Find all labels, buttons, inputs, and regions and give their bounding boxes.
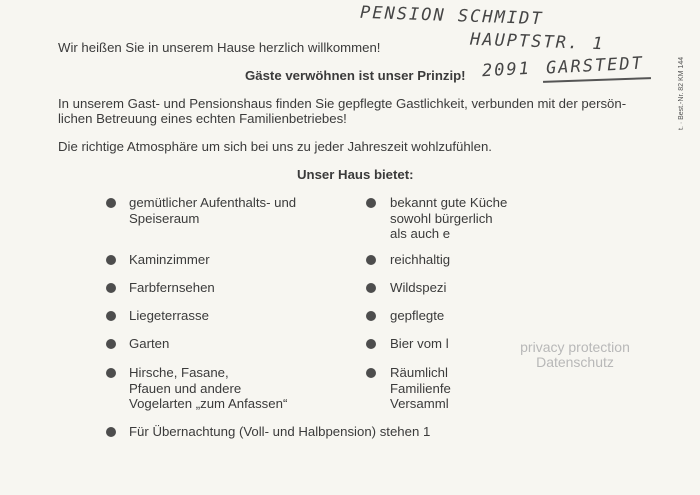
overnight-text: Für Übernachtung (Voll- und Halbpension) stehen 1 <box>129 424 431 439</box>
list-item: bekannt gute Küche sowohl bürgerlich als auch e <box>390 195 508 241</box>
atmosphere-text: Die richtige Atmosphäre um sich bei uns zu jeder Jahreszeit wohlzufühlen. <box>58 139 492 154</box>
list-item: Farbfernsehen <box>129 280 215 295</box>
intro-line-1: In unserem Gast- und Pensionshaus finden Sie gepflegte Gastlichkeit, verbunden mit der persön- <box>58 96 627 111</box>
handwritten-city: GARSTEDT <box>545 53 645 79</box>
offers-heading: Unser Haus bietet: <box>297 167 414 182</box>
handwritten-name: PENSION SCHMIDT <box>359 2 544 30</box>
bullet <box>106 283 116 293</box>
list-item: gepflegte <box>390 308 445 323</box>
bullet <box>106 368 116 378</box>
bullet <box>366 198 376 208</box>
order-number-text: t. · Best.-Nr. 82 KM 144 <box>678 56 685 130</box>
bullet <box>366 339 376 349</box>
welcome-text: Wir heißen Sie in unserem Hause herzlich willkommen! <box>58 40 381 55</box>
bullet <box>366 255 376 265</box>
bullet <box>106 198 116 208</box>
handwritten-street: HAUPTSTR. 1 <box>469 29 605 55</box>
list-item: Hirsche, Fasane, Pfauen und andere Vogelarten „zum Anfassen“ <box>129 365 288 411</box>
bullet <box>366 283 376 293</box>
bullet <box>366 311 376 321</box>
motto-text: Gäste verwöhnen ist unser Prinzip! <box>245 68 466 83</box>
intro-line-2: lichen Betreuung eines echten Familienbetriebes! <box>58 111 347 126</box>
list-item: Wildspezi <box>390 280 447 295</box>
list-item: Garten <box>129 336 170 351</box>
list-item: Bier vom l <box>390 336 449 351</box>
handwritten-underline <box>543 77 651 83</box>
list-item: gemütlicher Aufenthalts- und Speiseraum <box>129 195 297 226</box>
list-item: Kaminzimmer <box>129 252 210 267</box>
list-item: Liegeterrasse <box>129 308 209 323</box>
bullet <box>106 339 116 349</box>
bullet <box>106 255 116 265</box>
list-item: Räumlichl Familienfe Versamml <box>390 365 451 411</box>
bullet <box>106 427 116 437</box>
list-item: reichhaltig <box>390 252 451 267</box>
privacy-watermark: privacy protection Datenschutz <box>520 339 630 370</box>
bullet <box>106 311 116 321</box>
bullet <box>366 368 376 378</box>
handwritten-postcode: 2091 <box>481 58 532 82</box>
